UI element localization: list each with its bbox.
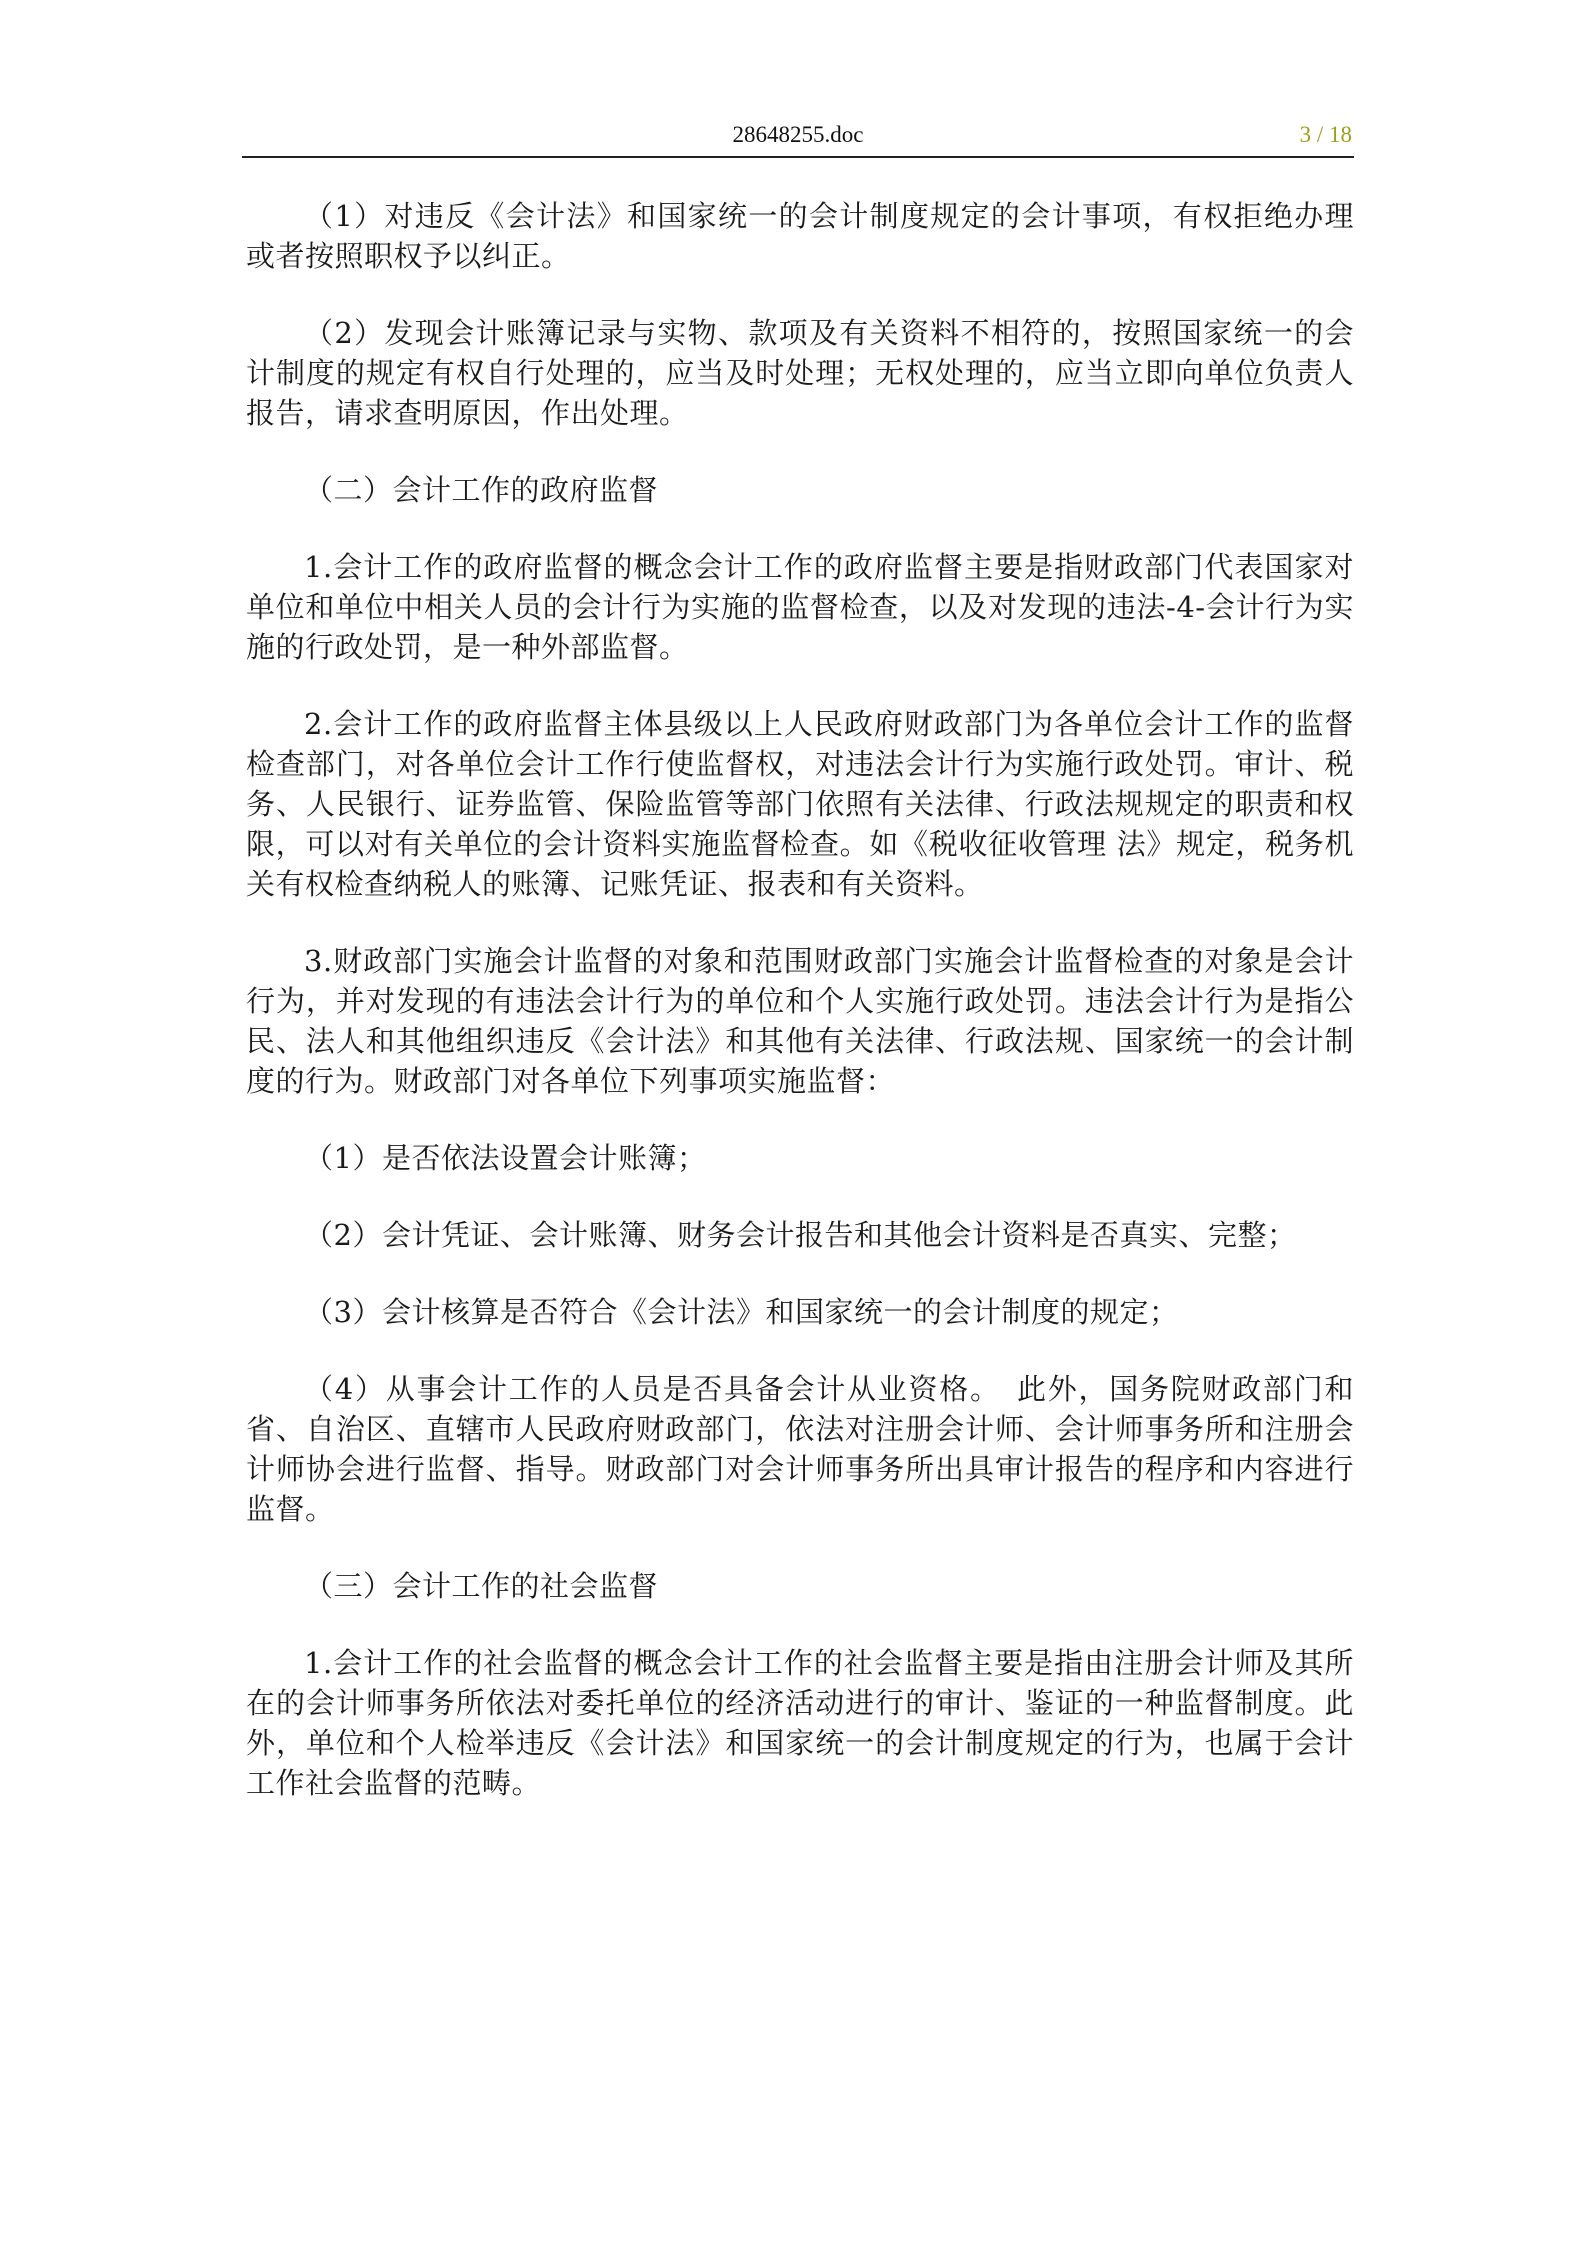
section-heading: （二）会计工作的政府监督 [304,473,659,507]
paragraph: 1.会计工作的社会监督的概念会计工作的社会监督主要是指由注册会计师及其所在的会计师事务所依法对委托单位的经济活动进行的审计、鉴证的一种监督制度。此外，单位和个人检举违反《会计法》和国家统一的会计制度规定的行为，也属于会计工作社会监督的范畴。 [246,1646,1354,1800]
paragraph: 1.会计工作的政府监督的概念会计工作的政府监督主要是指财政部门代表国家对单位和单位中相关人员的会计行为实施的监督检查，以及对发现的违法-4-会计行为实施的行政处罚，是一种外部监督。 [246,550,1354,664]
paragraph: 2.会计工作的政府监督主体县级以上人民政府财政部门为各单位会计工作的监督检查部门，对各单位会计工作行使监督权，对违法会计行为实施行政处罚。审计、税务、人民银行、证券监管、保险监管等部门依照有关法律、行政法规规定的职责和权限，可以对有关单位的会计资料实施监督检查。如《税收征收管理 法》规定，税务机关有权检查纳税人的账簿、记账凭证、报表和有关资料。 [246,707,1354,901]
list-item: （3）会计核算是否符合《会计法》和国家统一的会计制度的规定； [304,1295,1179,1329]
paragraph: 3.财政部门实施会计监督的对象和范围财政部门实施会计监督检查的对象是会计行为，并对发现的有违法会计行为的单位和个人实施行政处罚。违法会计行为是指公民、法人和其他组织违反《会计法》和其他有关法律、行政法规、国家统一的会计制度的行为。财政部门对各单位下列事项实施监督： [246,944,1354,1098]
document-filename: 28648255.doc [732,122,864,147]
page-number: 3 / 18 [1299,122,1352,147]
section-heading: （三）会计工作的社会监督 [304,1569,659,1603]
paragraph: （1）对违反《会计法》和国家统一的会计制度规定的会计事项，有权拒绝办理或者按照职权予以纠正。 [246,199,1354,273]
list-item: （1）是否依法设置会计账簿； [304,1141,707,1175]
page-header [242,118,1354,158]
paragraph: （2）发现会计账簿记录与实物、款项及有关资料不相符的，按照国家统一的会计制度的规定有权自行处理的，应当及时处理；无权处理的，应当立即向单位负责人报告，请求查明原因，作出处理。 [246,316,1354,430]
list-item: （2）会计凭证、会计账簿、财务会计报告和其他会计资料是否真实、完整； [304,1218,1297,1252]
list-item: （4）从事会计工作的人员是否具备会计从业资格。 此外，国务院财政部门和省、自治区、直辖市人民政府财政部门，依法对注册会计师、会计师事务所和注册会计师协会进行监督、指导。财政部门对会计师事务所出具审计报告的程序和内容进行监督。 [246,1372,1354,1526]
document-body [246,196,1354,1840]
